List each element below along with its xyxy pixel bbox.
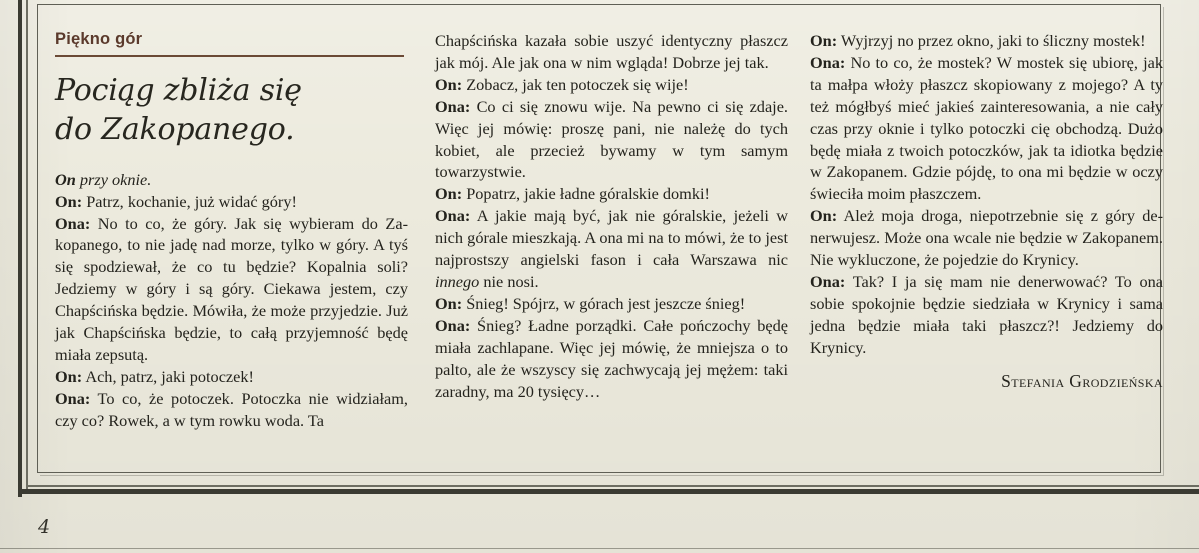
column-1-body xyxy=(55,169,408,432)
dialogue-line xyxy=(55,213,408,366)
dialogue-text: Co ci się znowu wije. Na pewno ci się zdaje. Więc jej mówię: proszę pani, nie należę do tych kobiet, ale przecież bywamy w tym samym towarzystwie. xyxy=(435,96,788,182)
dialogue-line xyxy=(435,30,788,74)
dialogue-line xyxy=(435,74,788,96)
article-byline: Stefania Grodzieńska xyxy=(1001,370,1163,391)
article-headline xyxy=(55,71,408,149)
dialogue-line xyxy=(435,315,788,403)
dialogue-text: Ależ moja droga, niepotrzebnie się z góry denerwujesz. Może ona wcale nie będzie w Zakopanem. Nie wykluczone, że pojedzie do Krynicy. xyxy=(810,206,1163,270)
dialogue-speaker: On: xyxy=(435,74,463,94)
column-3-dialogue xyxy=(810,30,1163,359)
dialogue-line xyxy=(810,205,1163,271)
dialogue-text: Wyjrzyj no przez okno, jaki to śliczny mostek! xyxy=(837,31,1146,50)
dialogue-text: Śnieg! Spójrz, w górach jest jeszcze śnieg! xyxy=(462,293,746,313)
column-container xyxy=(55,30,1165,460)
article-content xyxy=(55,30,1165,460)
text-column-2 xyxy=(435,30,788,402)
dialogue-speaker: Ona: xyxy=(810,52,846,72)
column-1-dialogue xyxy=(55,191,408,432)
dialogue-text: Śnieg? Ładne porządki. Całe pończochy będę miała zachlapane. Więc jej mówię, że mniejsza o to palto, ale że wszyscy się zachwycają jej mężem: taki zaradny, ma 20 tysięcy… xyxy=(435,315,788,401)
dialogue-text: Chapścińska kazała sobie uszyć identyczny płaszcz jak mój. Ale jak ona w nim wgląda! Dobrze jej tak. xyxy=(435,31,788,72)
column-3-body xyxy=(810,30,1163,393)
dialogue-text-after: nie nosi. xyxy=(479,271,539,291)
dialogue-text: Popatrz, jakie ładne góralskie domki! xyxy=(462,184,710,204)
dialogue-line xyxy=(810,52,1163,205)
dialogue-line xyxy=(810,271,1163,359)
headline-line-2: do Zakopanego. xyxy=(55,111,295,147)
dialogue-emphasis: innego xyxy=(435,271,480,291)
dialogue-text: Ach, patrz, jaki potoczek! xyxy=(82,366,254,386)
dialogue-speaker: On: xyxy=(435,293,463,313)
border-rule-left-thick xyxy=(18,0,22,497)
dialogue-speaker: On: xyxy=(810,31,838,50)
dialogue-line xyxy=(435,96,788,184)
dialogue-text: Zobacz, jak ten potoczek się wije! xyxy=(462,74,689,94)
dialogue-speaker: On: xyxy=(810,206,838,226)
dialogue-speaker: Ona: xyxy=(55,213,91,233)
sheet-bottom-edge xyxy=(0,548,1199,549)
dialogue-speaker: Ona: xyxy=(55,388,91,408)
dialogue-line xyxy=(55,388,408,432)
dialogue-speaker: Ona: xyxy=(435,315,471,335)
dialogue-speaker: Ona: xyxy=(435,206,471,226)
stage-direction xyxy=(55,169,408,191)
border-rule-bottom-thick xyxy=(18,489,1199,494)
dialogue-line xyxy=(55,366,408,388)
column-2-body xyxy=(435,30,788,402)
dialogue-line xyxy=(435,183,788,205)
dialogue-text: To co, że potoczek. Potoczka nie widziałam, czy co? Rowek, a w tym rowku woda. Ta xyxy=(55,388,408,430)
column-2-dialogue xyxy=(435,30,788,402)
dialogue-speaker: Ona: xyxy=(435,96,471,116)
dialogue-line xyxy=(810,30,1163,52)
dialogue-line xyxy=(435,293,788,315)
kicker-divider xyxy=(55,55,404,57)
dialogue-line xyxy=(55,191,408,213)
border-rule-bottom-medium xyxy=(26,485,1199,487)
stage-direction-speaker: On xyxy=(55,169,76,189)
dialogue-text: Tak? I ja się mam nie denerwować? To ona sobie spokojnie będzie siedziała w Krynicy i sama jedna będzie miała taki płaszcz?! Jedziemy do Krynicy. xyxy=(810,271,1163,357)
dialogue-text: A jakie mają być, jak nie góralskie, jeżeli w nich górale mieszkają. A ona mi na to mówi, że to jest najprostszy angielski fason i cała Warszawa nic xyxy=(435,206,788,270)
section-kicker: Piękno gór xyxy=(55,30,143,48)
dialogue-speaker: On: xyxy=(55,366,83,386)
page-number: 4 xyxy=(38,516,51,538)
stage-direction-text: przy oknie. xyxy=(75,169,152,189)
headline-line-1: Pociąg zbliża się xyxy=(55,72,302,108)
dialogue-text: Patrz, kochanie, już widać góry! xyxy=(82,191,297,211)
dialogue-text: No to co, że mostek? W mostek się ubiorę, jak ta małpa włoży płaszcz skopiowany z mojego? A ty też mógłbyś mieć jakieś zainteresowania, a nie cały czas przy oknie i tylko potoczki cię obchodzą. Dużo będę miała z twoich potoczków, jak ta idiotka będzie w Zakopanem. Gdzie pójdę, to ona mi będzie w oczy świeciła moim płaszczem. xyxy=(810,52,1163,204)
dialogue-line xyxy=(435,205,788,293)
text-column-1 xyxy=(55,30,408,432)
dialogue-speaker: Ona: xyxy=(810,271,846,291)
text-column-3 xyxy=(810,30,1163,393)
dialogue-text: No to co, że góry. Jak się wybieram do Zakopanego, to nie jadę nad morze, tylko w góry. A tyś się spodziewał, że co tu będzie? Kopalnia soli? Jedziemy w góry i są góry. Ciekawa jestem, czy Chapścińska będzie. Mówiła, że może przyjedzie. Już jak Chapścińska będzie, to całą przyjemność będę miała zepsutą. xyxy=(55,213,408,364)
border-rule-left-medium xyxy=(26,0,28,492)
dialogue-speaker: On: xyxy=(435,184,463,204)
dialogue-speaker: On: xyxy=(55,191,83,211)
